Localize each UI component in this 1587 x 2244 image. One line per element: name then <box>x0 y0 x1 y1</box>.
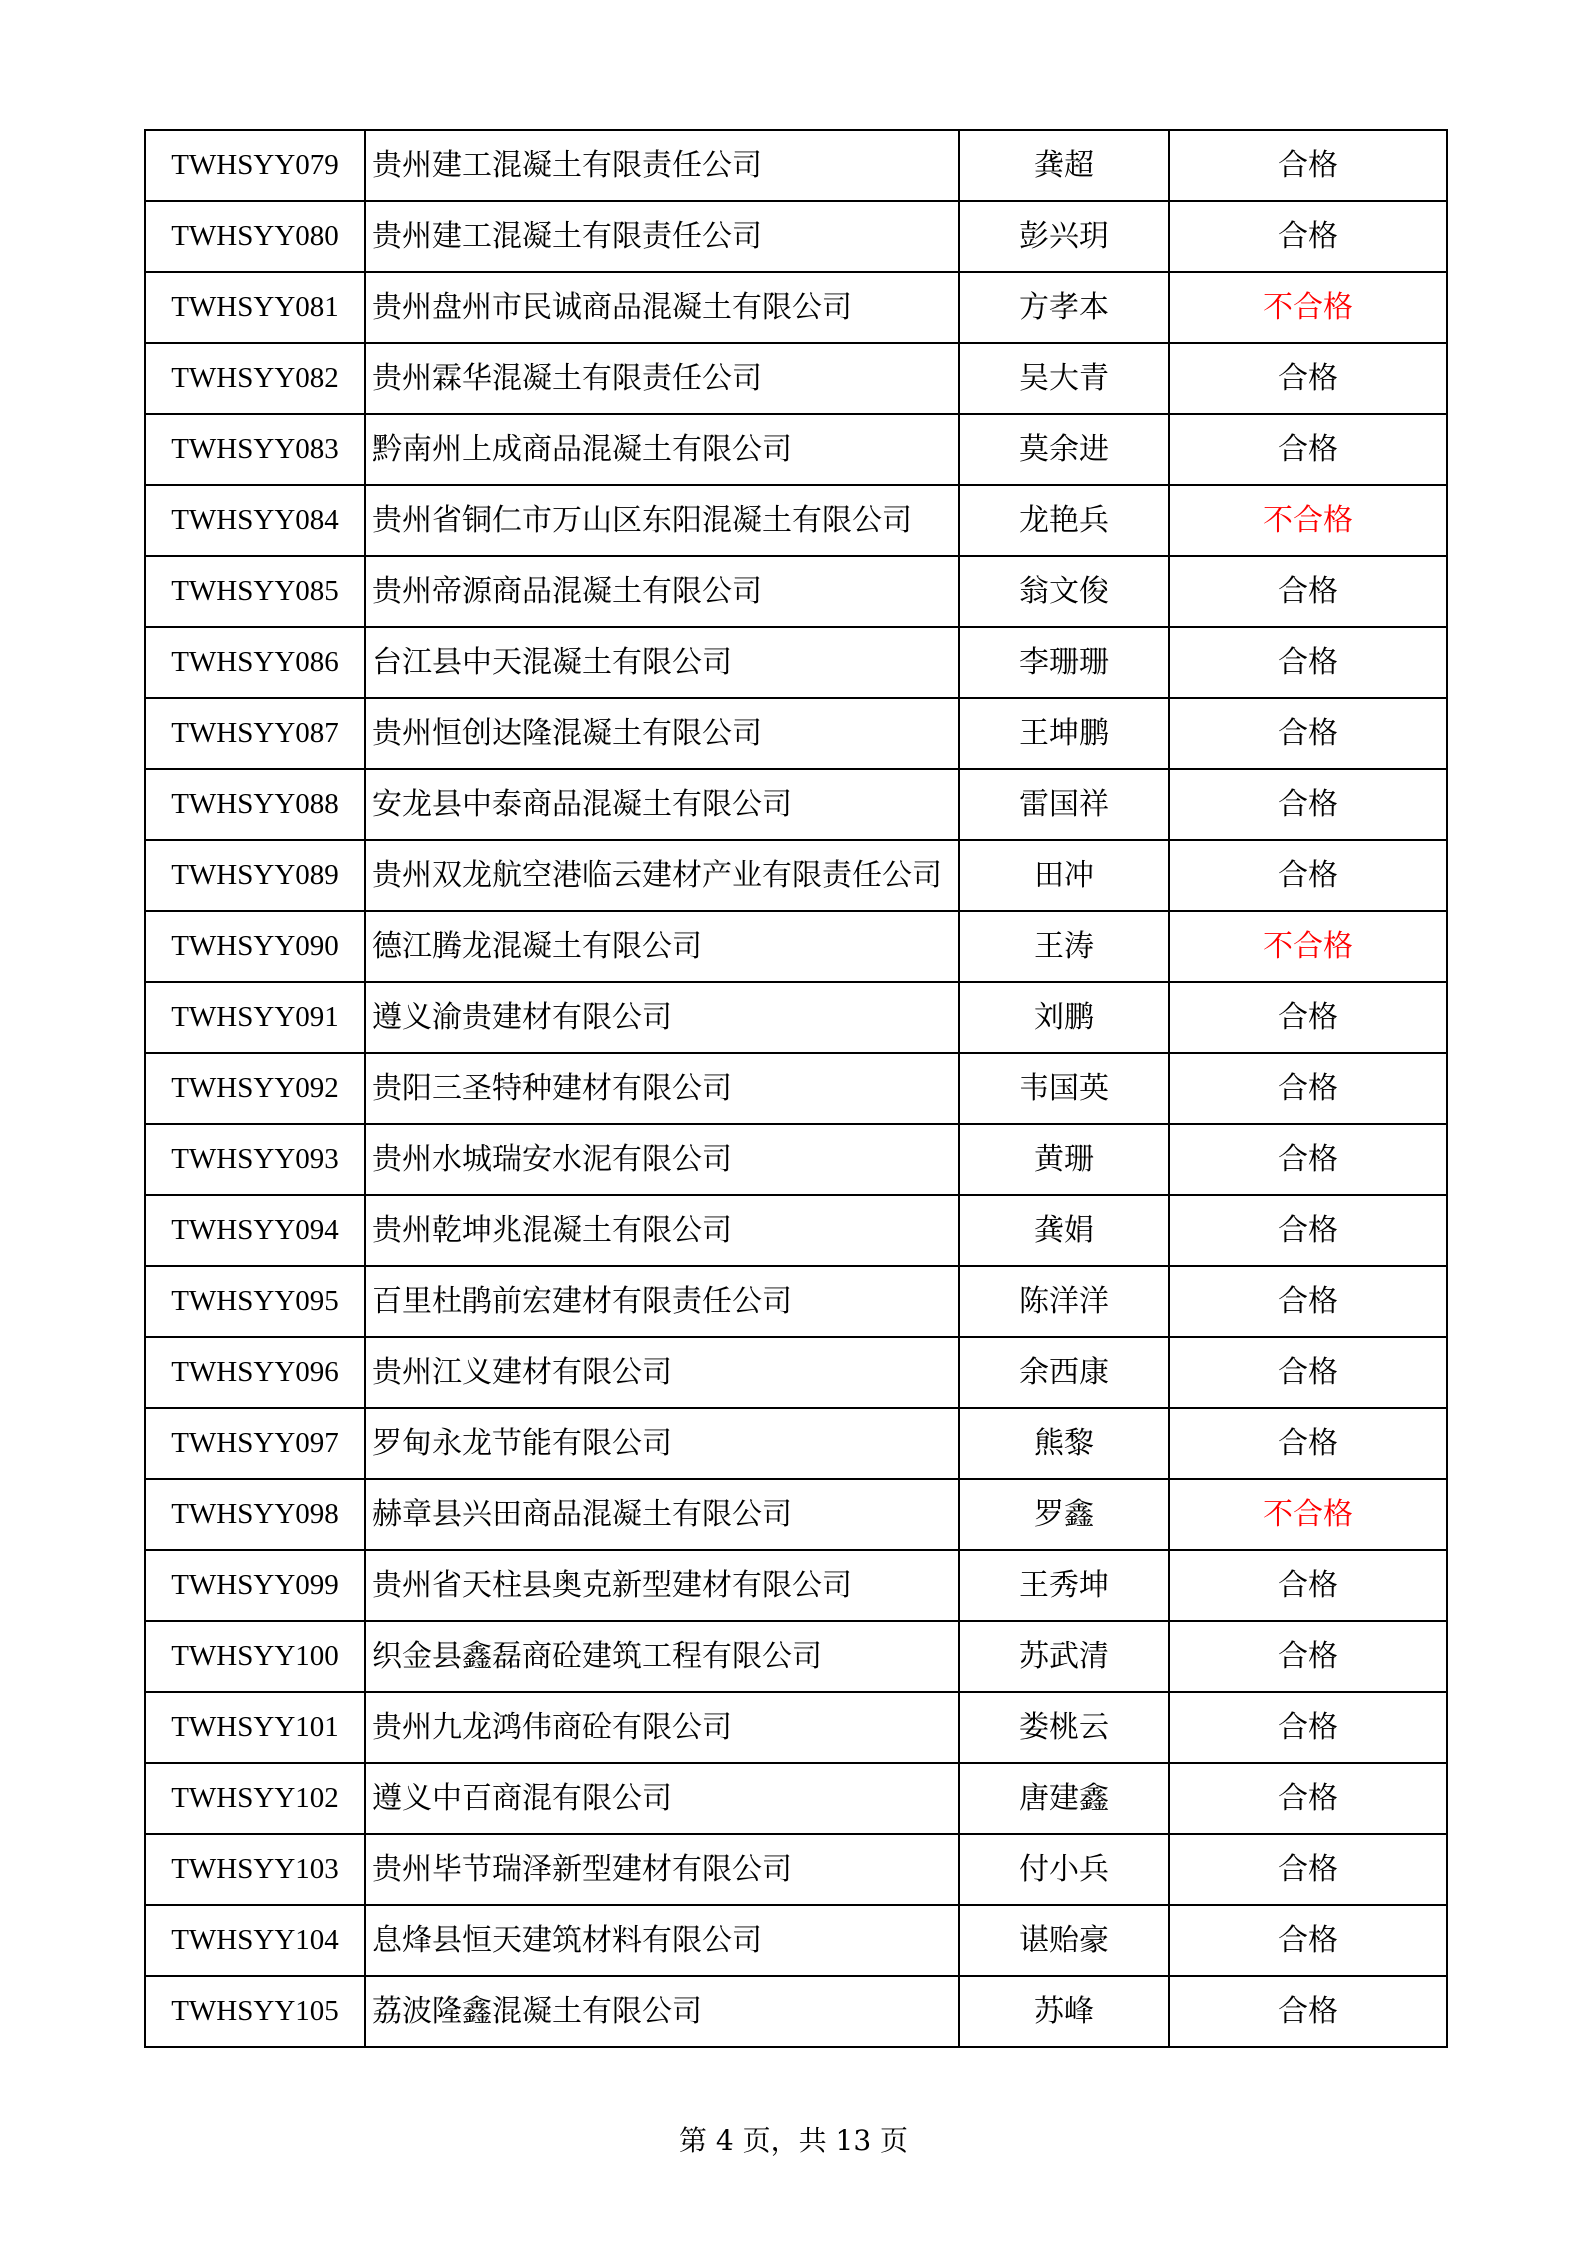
tester-name-cell: 娄桃云 <box>959 1692 1169 1763</box>
company-name-cell: 织金县鑫磊商砼建筑工程有限公司 <box>365 1621 959 1692</box>
sample-id-cell: TWHSYY090 <box>145 911 365 982</box>
sample-id-cell: TWHSYY084 <box>145 485 365 556</box>
table-row <box>145 1692 1447 1763</box>
footer-middle: 页，共 <box>742 2124 827 2157</box>
table-row <box>145 343 1447 414</box>
sample-id-cell: TWHSYY097 <box>145 1408 365 1479</box>
company-name-cell: 贵州霖华混凝土有限责任公司 <box>365 343 959 414</box>
table-row <box>145 1195 1447 1266</box>
sample-id-cell: TWHSYY099 <box>145 1550 365 1621</box>
sample-id-cell: TWHSYY094 <box>145 1195 365 1266</box>
result-cell: 合格 <box>1169 1763 1447 1834</box>
result-cell: 合格 <box>1169 1124 1447 1195</box>
company-name-cell: 贵州省天柱县奥克新型建材有限公司 <box>365 1550 959 1621</box>
footer-suffix: 页 <box>880 2124 909 2157</box>
sample-id-cell: TWHSYY079 <box>145 130 365 201</box>
sample-id-cell: TWHSYY086 <box>145 627 365 698</box>
table-row <box>145 840 1447 911</box>
result-cell: 合格 <box>1169 1408 1447 1479</box>
table-row <box>145 1976 1447 2047</box>
tester-name-cell: 翁文俊 <box>959 556 1169 627</box>
tester-name-cell: 刘鹏 <box>959 982 1169 1053</box>
table-row <box>145 698 1447 769</box>
sample-id-cell: TWHSYY088 <box>145 769 365 840</box>
table-row <box>145 627 1447 698</box>
result-cell: 合格 <box>1169 982 1447 1053</box>
tester-name-cell: 黄珊 <box>959 1124 1169 1195</box>
footer-current-page: 4 <box>715 2124 734 2157</box>
result-cell: 合格 <box>1169 1053 1447 1124</box>
tester-name-cell: 余西康 <box>959 1337 1169 1408</box>
table-row <box>145 1053 1447 1124</box>
table-row <box>145 1408 1447 1479</box>
tester-name-cell: 熊黎 <box>959 1408 1169 1479</box>
table-row <box>145 982 1447 1053</box>
result-cell: 合格 <box>1169 1692 1447 1763</box>
sample-id-cell: TWHSYY100 <box>145 1621 365 1692</box>
table-row <box>145 911 1447 982</box>
company-name-cell: 贵阳三圣特种建材有限公司 <box>365 1053 959 1124</box>
sample-id-cell: TWHSYY104 <box>145 1905 365 1976</box>
table-row <box>145 1479 1447 1550</box>
company-name-cell: 贵州盘州市民诚商品混凝土有限公司 <box>365 272 959 343</box>
results-table-body <box>145 130 1447 2047</box>
result-cell: 合格 <box>1169 769 1447 840</box>
sample-id-cell: TWHSYY103 <box>145 1834 365 1905</box>
tester-name-cell: 罗鑫 <box>959 1479 1169 1550</box>
sample-id-cell: TWHSYY093 <box>145 1124 365 1195</box>
results-table <box>144 129 1448 2048</box>
company-name-cell: 贵州恒创达隆混凝土有限公司 <box>365 698 959 769</box>
tester-name-cell: 唐建鑫 <box>959 1763 1169 1834</box>
result-cell: 合格 <box>1169 414 1447 485</box>
tester-name-cell: 王秀坤 <box>959 1550 1169 1621</box>
table-row <box>145 485 1447 556</box>
tester-name-cell: 彭兴玥 <box>959 201 1169 272</box>
table-row <box>145 130 1447 201</box>
sample-id-cell: TWHSYY083 <box>145 414 365 485</box>
tester-name-cell: 李珊珊 <box>959 627 1169 698</box>
table-row <box>145 1621 1447 1692</box>
company-name-cell: 荔波隆鑫混凝土有限公司 <box>365 1976 959 2047</box>
sample-id-cell: TWHSYY087 <box>145 698 365 769</box>
table-row <box>145 1905 1447 1976</box>
sample-id-cell: TWHSYY105 <box>145 1976 365 2047</box>
table-row <box>145 556 1447 627</box>
result-cell: 不合格 <box>1169 485 1447 556</box>
result-cell: 合格 <box>1169 1550 1447 1621</box>
result-cell: 合格 <box>1169 627 1447 698</box>
company-name-cell: 罗甸永龙节能有限公司 <box>365 1408 959 1479</box>
tester-name-cell: 方孝本 <box>959 272 1169 343</box>
table-row <box>145 1834 1447 1905</box>
tester-name-cell: 付小兵 <box>959 1834 1169 1905</box>
sample-id-cell: TWHSYY089 <box>145 840 365 911</box>
company-name-cell: 贵州建工混凝土有限责任公司 <box>365 201 959 272</box>
sample-id-cell: TWHSYY095 <box>145 1266 365 1337</box>
tester-name-cell: 龙艳兵 <box>959 485 1169 556</box>
sample-id-cell: TWHSYY080 <box>145 201 365 272</box>
tester-name-cell: 苏峰 <box>959 1976 1169 2047</box>
company-name-cell: 贵州建工混凝土有限责任公司 <box>365 130 959 201</box>
company-name-cell: 安龙县中泰商品混凝土有限公司 <box>365 769 959 840</box>
result-cell: 合格 <box>1169 201 1447 272</box>
result-cell: 合格 <box>1169 556 1447 627</box>
result-cell: 合格 <box>1169 1834 1447 1905</box>
tester-name-cell: 谌贻豪 <box>959 1905 1169 1976</box>
table-row <box>145 769 1447 840</box>
tester-name-cell: 雷国祥 <box>959 769 1169 840</box>
table-row <box>145 1124 1447 1195</box>
table-row <box>145 414 1447 485</box>
result-cell: 合格 <box>1169 1195 1447 1266</box>
table-row <box>145 272 1447 343</box>
result-cell: 合格 <box>1169 1976 1447 2047</box>
result-cell: 合格 <box>1169 130 1447 201</box>
sample-id-cell: TWHSYY096 <box>145 1337 365 1408</box>
footer-total-pages: 13 <box>835 2124 872 2157</box>
company-name-cell: 台江县中天混凝土有限公司 <box>365 627 959 698</box>
result-cell: 不合格 <box>1169 911 1447 982</box>
result-cell: 合格 <box>1169 343 1447 414</box>
tester-name-cell: 田冲 <box>959 840 1169 911</box>
table-row <box>145 1763 1447 1834</box>
company-name-cell: 德江腾龙混凝土有限公司 <box>365 911 959 982</box>
sample-id-cell: TWHSYY092 <box>145 1053 365 1124</box>
result-cell: 合格 <box>1169 1337 1447 1408</box>
company-name-cell: 贵州双龙航空港临云建材产业有限责任公司 <box>365 840 959 911</box>
company-name-cell: 息烽县恒天建筑材料有限公司 <box>365 1905 959 1976</box>
table-row <box>145 1550 1447 1621</box>
company-name-cell: 贵州水城瑞安水泥有限公司 <box>365 1124 959 1195</box>
tester-name-cell: 莫余进 <box>959 414 1169 485</box>
tester-name-cell: 苏武清 <box>959 1621 1169 1692</box>
sample-id-cell: TWHSYY098 <box>145 1479 365 1550</box>
company-name-cell: 百里杜鹃前宏建材有限责任公司 <box>365 1266 959 1337</box>
result-cell: 不合格 <box>1169 1479 1447 1550</box>
result-cell: 不合格 <box>1169 272 1447 343</box>
tester-name-cell: 王涛 <box>959 911 1169 982</box>
sample-id-cell: TWHSYY085 <box>145 556 365 627</box>
footer-prefix: 第 <box>678 2124 707 2157</box>
result-cell: 合格 <box>1169 698 1447 769</box>
result-cell: 合格 <box>1169 840 1447 911</box>
company-name-cell: 贵州九龙鸿伟商砼有限公司 <box>365 1692 959 1763</box>
sample-id-cell: TWHSYY101 <box>145 1692 365 1763</box>
tester-name-cell: 陈洋洋 <box>959 1266 1169 1337</box>
company-name-cell: 贵州帝源商品混凝土有限公司 <box>365 556 959 627</box>
company-name-cell: 遵义中百商混有限公司 <box>365 1763 959 1834</box>
page-footer <box>0 2124 1587 2157</box>
tester-name-cell: 吴大青 <box>959 343 1169 414</box>
result-cell: 合格 <box>1169 1905 1447 1976</box>
result-cell: 合格 <box>1169 1266 1447 1337</box>
sample-id-cell: TWHSYY091 <box>145 982 365 1053</box>
result-cell: 合格 <box>1169 1621 1447 1692</box>
table-row <box>145 1266 1447 1337</box>
tester-name-cell: 龚娟 <box>959 1195 1169 1266</box>
tester-name-cell: 韦国英 <box>959 1053 1169 1124</box>
company-name-cell: 贵州省铜仁市万山区东阳混凝土有限公司 <box>365 485 959 556</box>
company-name-cell: 贵州江义建材有限公司 <box>365 1337 959 1408</box>
sample-id-cell: TWHSYY081 <box>145 272 365 343</box>
company-name-cell: 黔南州上成商品混凝土有限公司 <box>365 414 959 485</box>
company-name-cell: 贵州毕节瑞泽新型建材有限公司 <box>365 1834 959 1905</box>
sample-id-cell: TWHSYY102 <box>145 1763 365 1834</box>
company-name-cell: 遵义渝贵建材有限公司 <box>365 982 959 1053</box>
table-row <box>145 201 1447 272</box>
tester-name-cell: 龚超 <box>959 130 1169 201</box>
tester-name-cell: 王坤鹏 <box>959 698 1169 769</box>
sample-id-cell: TWHSYY082 <box>145 343 365 414</box>
company-name-cell: 赫章县兴田商品混凝土有限公司 <box>365 1479 959 1550</box>
table-row <box>145 1337 1447 1408</box>
company-name-cell: 贵州乾坤兆混凝土有限公司 <box>365 1195 959 1266</box>
